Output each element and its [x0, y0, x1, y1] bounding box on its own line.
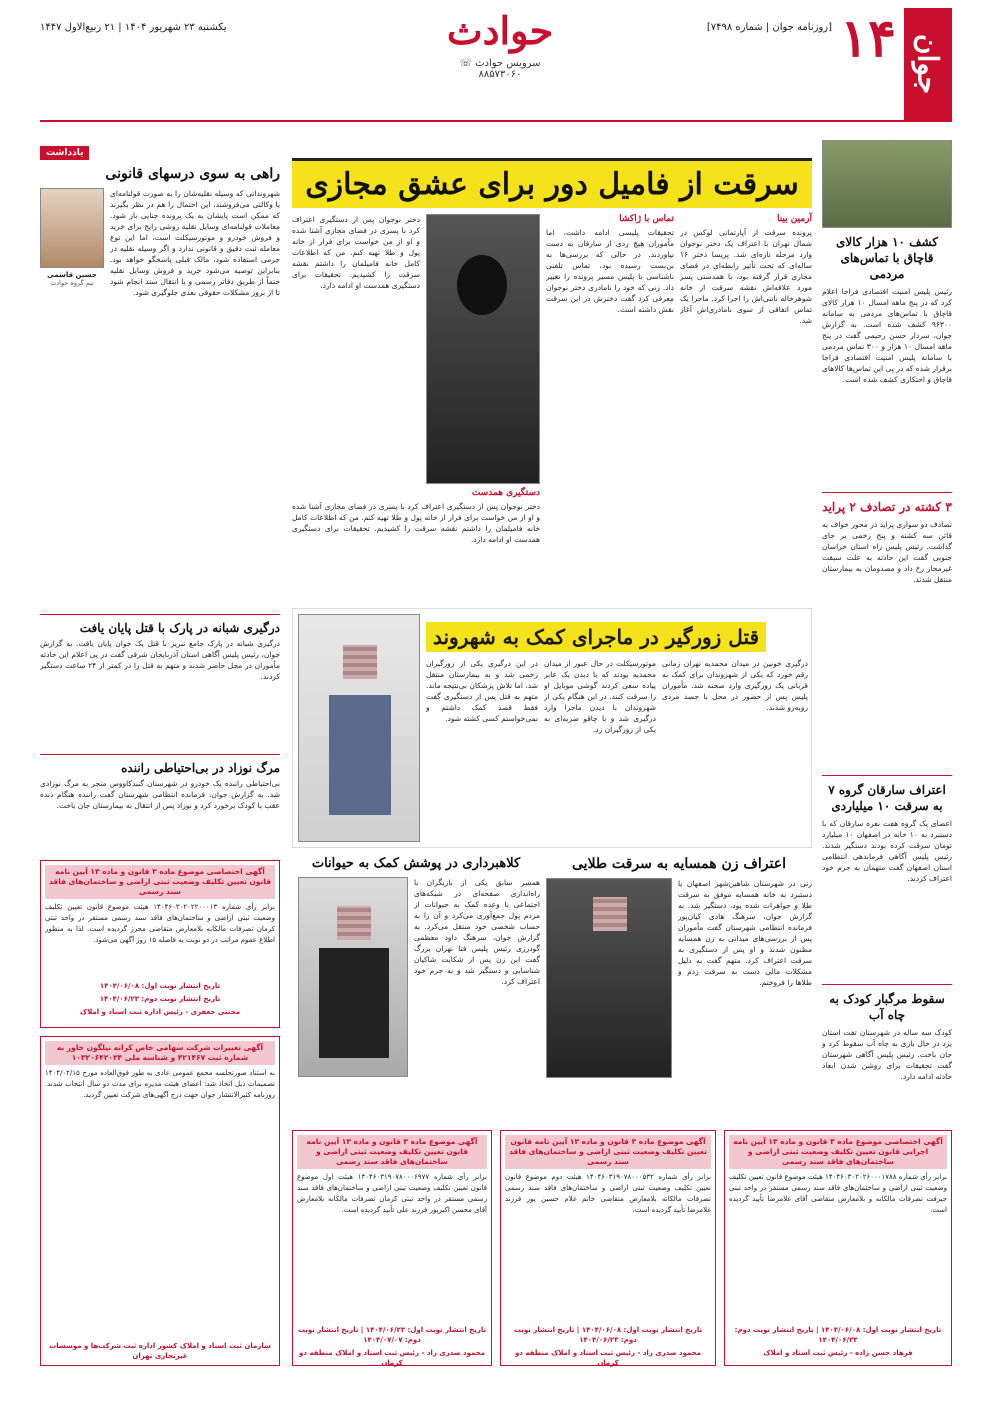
ad-land-title-4	[500, 1130, 716, 1366]
issue-date: یکشنبه ۲۳ شهریور ۱۴۰۴ | ۲۱ ربیع‌الاول ۱۴۴۷	[40, 22, 227, 33]
right-story1-title: کشف ۱۰ هزار کالای قاچاق با تماس‌های مردمی	[836, 235, 938, 281]
ad5-body: برابر رأی شماره ۱۴۰۴۶۰۳۰۲۰۲۶۰۰۰۱۷۸۸ هیئت موضوع قانون تعیین تکلیف وضعیت ثبتی اراضی و ساختمان‌های فاقد سند رسمی مستقر در واحد ثبتی جیرفت تصرفات مالکانه و بلامعارض متقاضی آقای غلامرضا تأیید گردیده است.	[729, 1173, 947, 1214]
suspect-photo-fraud	[298, 877, 408, 1077]
qatl-headline-box	[426, 622, 766, 652]
ad1-date2: تاریخ انتشار نوبت دوم: ۱۴۰۴/۰۶/۲۳	[99, 995, 221, 1003]
ad4-sign: محمود صدری راد - رئیس ثبت اسناد و املاک منطقه دو کرمان	[514, 1349, 702, 1367]
ad3-header: آگهی موضوع ماده ۳ قانون و ماده ۱۳ آیین نامه قانون تعیین تکلیف وضعیت ثبتی اراضی و ساختمان‌های فاقد سند رسمی	[297, 1135, 487, 1169]
gold-headline: اعتراف زن همسایه به سرقت طلایی	[572, 856, 786, 872]
ad3-dates: تاریخ انتشار نوبت اول: ۱۴۰۴/۰۶/۲۳ | تاریخ انتشار نوبت دوم: ۱۴۰۴/۰۷/۰۷	[297, 1326, 487, 1344]
divider	[822, 492, 952, 493]
divider	[40, 614, 280, 615]
blurred-face-icon	[593, 897, 627, 931]
police-official-photo	[822, 140, 952, 228]
main-story-col-a	[680, 214, 812, 611]
note-title: راهی به سوی درسهای قانونی	[105, 166, 280, 182]
hooded-figure-icon	[457, 255, 507, 315]
left-story3-body: بی‌احتیاطی راننده یک خودرو در شهرستان گنبدکاووس منجر به مرگ نوزادی شد. به گزارش جوان، فرمانده انتظامی شهرستان گفت راننده هنگام دنده عقب با کودک برخورد کرد و نوزاد پس از انتقال به بیمارستان جان باخت.	[40, 779, 280, 810]
ad3-body: برابر رأی شماره ۱۴۰۴۶۰۳۱۹۰۷۸۰۰۰۶۹۷۷ هیئت اول موضوع قانون تعیین تکلیف وضعیت ثبتی اراضی و ساختمان‌های فاقد سند رسمی مستقر در واحد ثبتی کرمان تصرفات مالکانه بلامعارض آقای محسن اکبرپور فرزند علی تأیید گردیده است.	[297, 1173, 487, 1214]
fraud-body: همسر سابق یکی از بازیگران با راه‌اندازی صفحه‌ای در شبکه‌های اجتماعی با وعده کمک به حیوانات از مردم پول جمع‌آوری می‌کرد و آن را به حساب شخصی خود منتقل می‌کرد. به گزارش جوان، سرهنگ داود معظمی گودرزی رئیس پلیس فتا تهران بزرگ گفت این زن پس از شکایت شاکیان شناسایی و دستگیر شد و به جرم خود اعتراف کرد.	[414, 878, 540, 986]
ad2-sign: سازمان ثبت اسناد و املاک کشور اداره ثبت شرکت‌ها و موسسات غیرتجاری تهران	[49, 1342, 271, 1360]
ad-land-title-3	[292, 1130, 492, 1366]
ad1-body: برابر رأی شماره ۱۴۰۴۶۰۳۰۲۰۲۲۰۰۰۱۳ هیئت موضوع قانون تعیین تکلیف وضعیت ثبتی اراضی و ساختمان‌های فاقد سند رسمی مستقر در واحد ثبتی کرمان تصرفات مالکانه بلامعارض متقاضی محرز گردیده است. لذا به منظور اطلاع عموم مراتب در دو نوبت به فاصله ۱۵ روز آگهی می‌شود.	[45, 903, 275, 944]
qatl-headline: قتل زورگیر در ماجرای کمک به شهروند	[432, 625, 760, 649]
fraud-content	[292, 877, 540, 1127]
newspaper-logo: جوان	[904, 8, 952, 120]
ad1-date1: تاریخ انتشار نوبت اول: ۱۴۰۴/۰۶/۰۸	[99, 982, 221, 990]
author-box	[40, 188, 104, 608]
ad-land-title-5	[724, 1130, 952, 1366]
fraud-headline: کلاهبرداری در پوشش کمک به حیوانات	[311, 856, 521, 871]
main-body-c-bottom: دختر نوجوان پس از دستگیری اعتراف کرد با پسری در فضای مجازی آشنا شده و او از من خواست برای فرار از خانه پول و طلا تهیه کنم. من که اطلاعات کامل خانه فامیلمان را داشتم نقشه سرقت را کشیدیم. تحقیقات برای دستگیری همدست او ادامه دارد.	[292, 502, 540, 544]
ad1-sign: مجتبی جعفری - رئیس اداره ثبت اسناد و املاک	[79, 1008, 241, 1016]
suspect-photo-gold	[546, 878, 672, 1078]
ad-land-title-1	[40, 860, 280, 1028]
qatl-col-b	[544, 658, 656, 842]
ad5-sign: فرهاد حسن زاده - رئیس ثبت اسناد و املاک	[763, 1349, 913, 1357]
ad5-dates: تاریخ انتشار نوبت اول: ۱۴۰۴/۰۶/۰۸ | تاریخ انتشار نوبت دوم: ۱۴۰۴/۰۶/۲۳	[734, 1326, 942, 1344]
blurred-face-icon	[337, 906, 371, 940]
main-headline-box	[292, 158, 812, 208]
issue-info: [روزنامه جوان | شماره ۷۴۹۸]	[706, 22, 832, 33]
left-column	[40, 140, 280, 858]
ad2-header: آگهی تغییرات شرکت سهامی خاص کرانه نیلگون خاور به شماره ثبت ۴۲۱۴۶۷ و شناسه ملی ۱۰۳۲۰۶۴۲۰۲۴	[45, 1041, 275, 1065]
qatl-body-b: موتورسیکلت در حال عبور از میدان محمدیه بودند که با دیدن یک عابر پیاده سعی کردند گوشی موبایل او را سرقت کنند. در این هنگام یکی از شهروندان با دیدن ماجرا وارد درگیری شد و با چاقو ضربه‌ای به یکی از زورگیران زد.	[544, 659, 656, 734]
ad4-header: آگهی موضوع ماده ۳ قانون و ماده ۱۳ آیین نامه قانون تعیین تکلیف وضعیت ثبتی اراضی و ساختمان‌های فاقد سند رسمی	[505, 1135, 711, 1169]
right-story2-title: ۳ کشته در تصادف ۲ پراید	[822, 500, 952, 514]
left-story2-title: درگیری شبانه در پارک با قتل پایان یافت	[79, 621, 280, 635]
right-story2-body: تصادف دو سواری پراید در محور خواف به قائن سه کشته و پنج زخمی بر جای گذاشت. رئیس پلیس راه استان خراسان جنوبی گفت این حادثه به علت سبقت غیرمجاز رخ داد و مصدومان به بیمارستان منتقل شدند.	[822, 520, 952, 584]
divider	[822, 984, 952, 985]
gold-content	[546, 878, 812, 1128]
masthead	[40, 8, 952, 120]
fraud-story	[292, 856, 540, 1127]
ad2-body: به استناد صورتجلسه مجمع عمومی عادی به طور فوق‌العاده مورخ ۱۴۰۴/۰۲/۱۵ تصمیمات ذیل اتخاذ شد: اعضای هیئت مدیره برای مدت دو سال انتخاب شدند. روزنامه کثیرالانتشار جوان جهت درج آگهی‌های شرکت تعیین گردید.	[45, 1069, 275, 1099]
suspect-clothing	[319, 948, 389, 1058]
ad3-sign: محمود صدری راد - رئیس ثبت اسناد و املاک منطقه دو کرمان	[298, 1349, 486, 1367]
right-story3-title: اعتراف سارقان گروه ۷ به سرقت ۱۰ میلیاردی	[828, 783, 946, 813]
right-story4-title: سقوط مرگبار کودک به چاه آب	[829, 992, 945, 1022]
qatl-col-a	[662, 658, 808, 842]
main-story-col-c	[292, 214, 420, 484]
author-name: حسین قاسمی	[47, 271, 97, 279]
main-body-b: تحقیقات پلیسی ادامه داشت، اما مأموران هیچ ردی از سارقان به دست نیاوردند. در حالی که بررسی‌ها به بن‌بست رسیده بود، تماس تلفنی ناشناسی با پلیس مسیر پرونده را تغییر داد. زنی که خود را نامادری دختر نوجوان معرفی کرد گفت دخترش در این سرقت نقش داشته است.	[546, 228, 674, 314]
divider	[822, 775, 952, 776]
suspect-clothing	[329, 695, 391, 815]
qatl-col-c	[426, 658, 538, 842]
right-story3-body: اعضای یک گروه هفت نفره سارقان که با دستبرد به ۱۰ خانه در اصفهان ۱۰ میلیارد تومان سرقت کرده بودند دستگیر شدند. رئیس پلیس آگاهی فرماندهی انتظامی استان اصفهان گفت متهمان به جرم خود اعتراف کردند.	[822, 819, 952, 883]
ad4-body: برابر رأی شماره ۱۴۰۴۶۰۳۱۹۰۷۸۰۰۰۵۳۲ هیئت دوم موضوع قانون تعیین تکلیف وضعیت ثبتی اراضی و ساختمان‌های فاقد سند رسمی تصرفات مالکانه بلامعارض متقاضی خانم غلام حسین پور فرزند غلامرضا تأیید گردیده است.	[505, 1173, 711, 1214]
qatl-body-c: در این درگیری یکی از زورگیران زخمی شد و به بیمارستان منتقل شد، اما تلاش پزشکان بی‌نتیجه ماند. متهم به قتل پس از دستگیری گفت فقط قصد کمک داشتم و نمی‌خواستم کسی کشته شود.	[426, 659, 538, 723]
gold-body: زنی در شهرستان شاهین‌شهر اصفهان با دستبرد به خانه همسایه موفق به سرقت طلا و جواهرات شده بود، دستگیر شد. به گزارش جوان، سرهنگ هادی کیان‌پور فرمانده انتظامی شهرستان گفت مأموران پس از بررسی‌های میدانی به زن همسایه مظنون شدند و او پس از دستگیری به سرقت اعتراف کرد. متهم گفت به دلیل مشکلات مالی دست به سرقت زدم و طلاها را فروختم.	[678, 879, 812, 987]
main-body-c-top: دختر نوجوان پس از دستگیری اعتراف کرد با پسری در فضای مجازی آشنا شده و او از من خواست برای فرار از خانه پول و طلا تهیه کنم. من که اطلاعات کامل خانه فامیلمان را داشتم نقشه سرقت را کشیدیم. تحقیقات برای دستگیری همدست او ادامه دارد.	[292, 215, 420, 290]
main-byline: آرمین بینا	[776, 214, 812, 224]
ad5-header: آگهی اختصاصی موضوع ماده ۳ قانون و ماده ۱۳ آیین نامه اجرایی قانون تعیین تکلیف وضعیت ثبتی اراضی و ساختمان‌های فاقد سند رسمی	[729, 1135, 947, 1169]
suspect-photo-woman	[426, 214, 540, 484]
main-story-bottom	[292, 488, 540, 609]
ad1-header: آگهی اختصاصی موضوع ماده ۳ قانون و ماده ۱۳ آیین نامه قانون تعیین تکلیف وضعیت ثبتی اراضی و ساختمان‌های فاقد سند رسمی	[45, 865, 275, 899]
note-kicker: یادداشت	[40, 146, 89, 160]
left-story3-title: مرگ نوزاد در بی‌احتیاطی راننده	[121, 761, 280, 775]
note-body: شهروندانی که وسیله نقلیه‌شان را به صورت قولنامه‌ای یا وکالتی می‌فروشند، این احتمال را هم در نظر بگیرند که ممکن است پایشان به یک پرونده جنایی باز شود. معاملات قولنامه‌ای وسایل نقلیه روشی رایج برای خرید و فروش خودرو و موتورسیکلت است، اما این نوع معامله ثبت دقیق و قانونی ندارد و اگر وسیله نقلیه در جرمی استفاده شود، مالک قبلی پاسخگو خواهد بود. بنابراین توصیه می‌شود خرید و فروش وسایل نقلیه حتماً از طریق دفاتر رسمی و با انتقال سند انجام شود تا از بروز مشکلات حقوقی بعدی جلوگیری شود.	[110, 189, 280, 297]
section-service: سرویس حوادث ☏ ۸۸۵۷۳۰۶۰	[459, 58, 541, 80]
main-subhead-1: تماس با ژاکشا	[619, 214, 674, 224]
author-photo	[40, 188, 104, 268]
main-body-a: پرونده سرقت از آپارتمانی لوکس در شمال تهران با اعتراف یک دختر نوجوان وارد مرحله تازه‌ای شد. پریسا دختر ۱۶ ساله‌ای که تحت تأثیر رابطه‌ای در فضای مجازی قرار گرفته بود، با همدستی پسر مورد علاقه‌اش نقشه سرقت از خانه شوهرخاله ناتنی‌اش را اجرا کرد. ماجرا یک تماس اتفاقی از سوی نامادری‌اش آغاز شد.	[680, 228, 812, 325]
ad4-dates: تاریخ انتشار نوبت اول: ۱۴۰۴/۰۶/۰۸ | تاریخ انتشار نوبت دوم: ۱۴۰۴/۰۶/۲۳	[513, 1326, 703, 1344]
suspect-photo-man	[298, 614, 420, 842]
blurred-face-icon	[343, 645, 377, 679]
main-subhead-2: دستگیری همدست	[471, 488, 540, 498]
section-title: حوادث	[446, 8, 554, 53]
qatl-body-a: درگیری خونین در میدان محمدیه تهران زمانی رقم خورد که یکی از شهروندان برای کمک به قربانی یک زورگیری وارد صحنه شد. مأموران پلیس پس از حضور در محل با جسد مردی روبه‌رو شدند.	[662, 659, 808, 712]
gold-story	[546, 856, 812, 1128]
left-story2-body: درگیری شبانه در پارک جامع تبریز با قتل یک جوان پایان یافت. به گزارش جوان، رئیس پلیس آگاهی استان آذربایجان شرقی گفت در پی اعلام این حادثه مأموران در محل حاضر شدند و متهم به قتل را در کمتر از ۲۴ ساعت دستگیر کردند.	[40, 639, 280, 681]
header-divider	[40, 120, 952, 122]
right-story4-body: کودک سه ساله در شهرستان تفت استان یزد در حال بازی به چاه آب سقوط کرد و جان باخت. رئیس پلیس آگاهی شهرستان گفت تحقیقات برای روشن شدن ابعاد حادثه ادامه دارد.	[822, 1028, 952, 1081]
ad-company-change	[40, 1036, 280, 1366]
divider	[40, 754, 280, 755]
right-story1-body: رئیس پلیس امنیت اقتصادی فراجا اعلام کرد که در پنج ماهه امسال ۱۰ هزار کالای قاچاق با تماس‌های مردمی به سامانه ۹۶۳۰۰ کشف شده است. به گزارش جوان، سردار حسن رحیمی گفت در پنج ماهه امسال ۱۰ هزار و ۳۰۰ تماس مردمی با سامانه پلیس امنیت اقتصادی فراجا برقرار شده که در پی این تماس‌ها کالاهای قاچاق و احتکاری کشف شده است.	[822, 287, 952, 384]
main-story-col-b	[546, 214, 674, 611]
author-role: تیم گروه حوادث	[50, 279, 94, 287]
right-column	[822, 140, 952, 1147]
page-number: ۱۴	[840, 8, 896, 69]
note-content	[40, 188, 280, 608]
main-headline: سرقت از فامیل دور برای عشق مجازی	[305, 167, 799, 202]
